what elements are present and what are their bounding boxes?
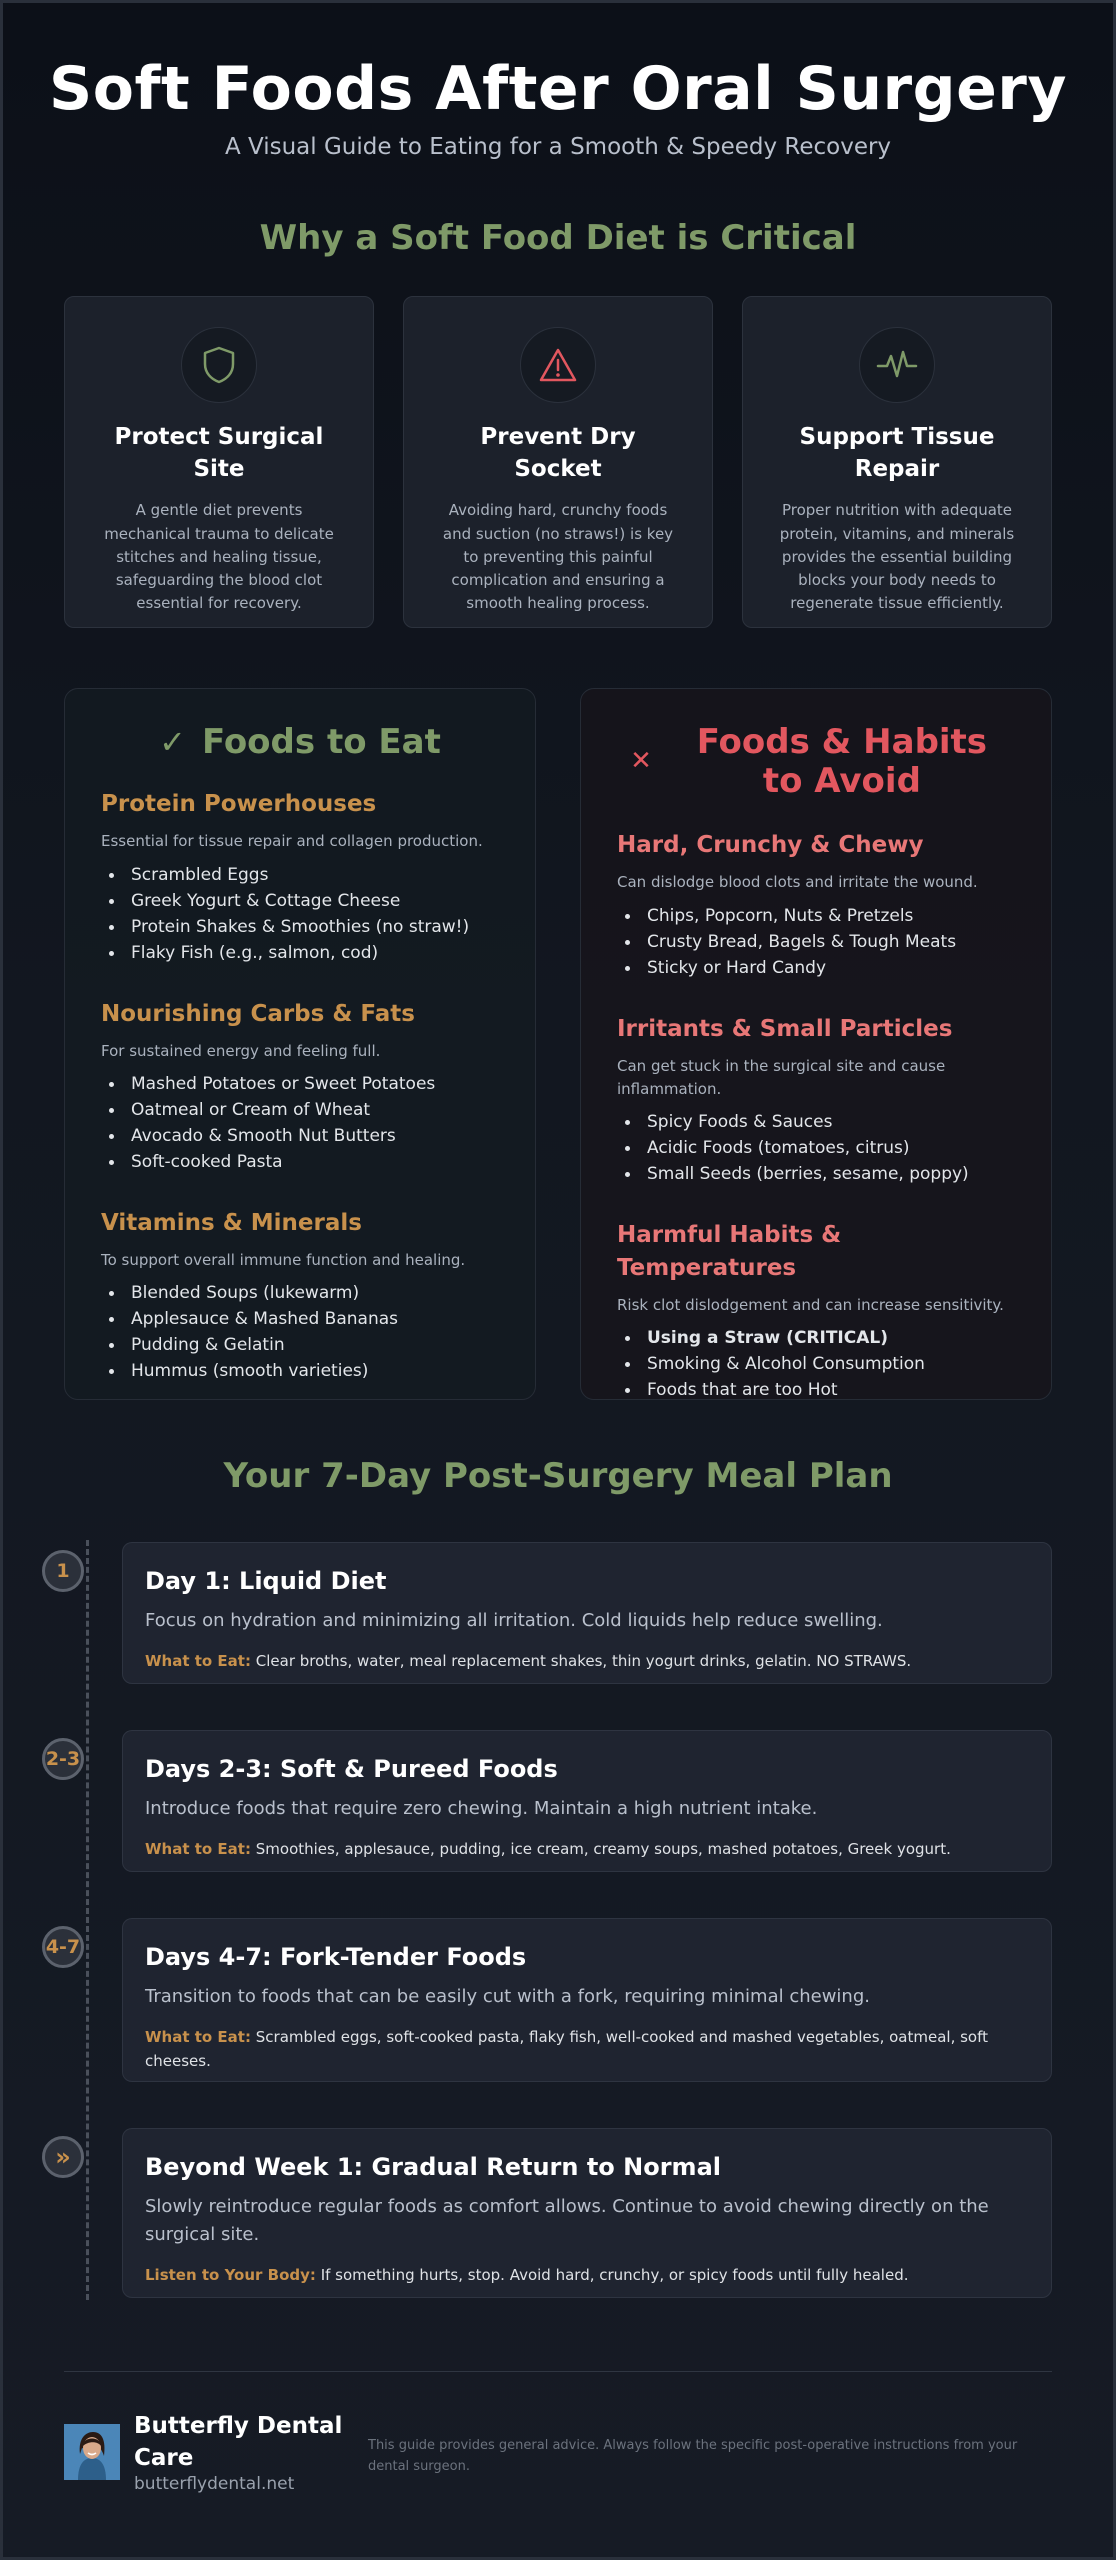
day-card [122,2128,1052,2298]
list-item: Scrambled Eggs [101,862,499,888]
foods-to-eat-panel [64,688,536,1400]
double-chevron-icon: » [42,2136,84,2178]
list-item: Greek Yogurt & Cottage Cheese [101,888,499,914]
brand-url: butterflydental.net [134,2474,295,2494]
list-item: Spicy Foods & Sauces [617,1109,1015,1135]
reason-card-protect [64,296,374,628]
food-group-desc: For sustained energy and feeling full. [101,1041,381,1060]
timeline-dot: 2-3 [42,1738,84,1780]
what-to-eat-label: What to Eat: [145,2027,251,2046]
list-item: Pudding & Gelatin [101,1332,499,1358]
day-desc: Slowly reintroduce regular foods as comfort allows. Continue to avoid chewing directly on the surgical site. [145,2196,989,2245]
day-desc: Introduce foods that require zero chewing. Maintain a high nutrient intake. [145,1798,818,1819]
day-title: Beyond Week 1: Gradual Return to Normal [145,2153,721,2181]
disclaimer: This guide provides general advice. Always follow the specific post-operative instructions from your dental surgeon. [368,2438,1018,2474]
list-item: Crusty Bread, Bagels & Tough Meats [617,929,1015,955]
list-item: Oatmeal or Cream of Wheat [101,1097,499,1123]
what-to-eat-label: What to Eat: [145,1839,251,1858]
avoid-list [617,1325,1015,1403]
avoid-group-desc: Can dislodge blood clots and irritate the wound. [617,873,978,892]
reason-text: Proper nutrition with adequate protein, vitamins, and minerals provides the essential building blocks your body needs to regenerate tissue efficiently. [779,501,1015,613]
what-to-eat-label: What to Eat: [145,1651,251,1670]
day-card [122,1730,1052,1872]
food-group-title: Nourishing Carbs & Fats [101,1000,415,1027]
list-item: Chips, Popcorn, Nuts & Pretzels [617,903,1015,929]
food-group-desc: Essential for tissue repair and collagen production. [101,832,483,851]
list-item: Using a Straw (CRITICAL) [617,1325,1015,1351]
what-to-eat-text: Scrambled eggs, soft-cooked pasta, flaky fish, well-cooked and mashed vegetables, oatmeal, soft cheeses. [145,2027,989,2070]
food-group-title: Vitamins & Minerals [101,1209,362,1236]
list-item: Protein Shakes & Smoothies (no straw!) [101,914,499,940]
panel-title: Foods & Habits to Avoid [696,722,988,802]
list-item: Smoking & Alcohol Consumption [617,1351,1015,1377]
timeline-line [86,1540,89,2300]
list-item: Avocado & Smooth Nut Butters [101,1123,499,1149]
listen-text: If something hurts, stop. Avoid hard, crunchy, or spicy foods until fully healed. [320,2265,909,2284]
avoid-group-title: Hard, Crunchy & Chewy [617,832,924,859]
food-group [101,998,499,1175]
meal-plan-heading: Your 7-Day Post-Surgery Meal Plan [223,1456,893,1496]
day-what [145,1837,1029,1861]
footer-divider [64,2371,1052,2372]
list-item: Hummus (smooth varieties) [101,1358,499,1384]
avoid-group-desc: Can get stuck in the surgical site and cause inflammation. [617,1056,946,1099]
day-title: Days 2-3: Soft & Pureed Foods [145,1755,558,1783]
food-list [101,862,499,966]
list-item: Small Seeds (berries, sesame, poppy) [617,1161,1015,1187]
day-card [122,1542,1052,1684]
day-desc: Transition to foods that can be easily cut with a fork, requiring minimal chewing. [145,1986,870,2007]
what-to-eat-text: Clear broths, water, meal replacement shakes, thin yogurt drinks, gelatin. NO STRAWS. [255,1651,912,1670]
reason-text: A gentle diet prevents mechanical trauma to delicate stitches and healing tissue, safeguarding the blood clot essential for recovery. [104,501,334,613]
reason-title: Protect Surgical Site [114,424,324,483]
food-list [101,1071,499,1175]
reason-text: Avoiding hard, crunchy foods and suction (no straws!) is key to preventing this painful complication and ensuring a smooth healing process. [442,501,674,613]
list-item: Acidic Foods (tomatoes, citrus) [617,1135,1015,1161]
food-group-desc: To support overall immune function and healing. [101,1251,466,1270]
list-item: Applesauce & Mashed Bananas [101,1306,499,1332]
page-subtitle: A Visual Guide to Eating for a Smooth & Speedy Recovery [224,134,892,160]
day-title: Days 4-7: Fork-Tender Foods [145,1943,527,1971]
pulse-icon [859,327,935,403]
food-group-title: Protein Powerhouses [101,791,377,818]
day-card [122,1918,1052,2082]
day-desc: Focus on hydration and minimizing all irritation. Cold liquids help reduce swelling. [145,1610,883,1631]
avoid-group [617,1013,1015,1188]
list-item: Blended Soups (lukewarm) [101,1280,499,1306]
list-item: Mashed Potatoes or Sweet Potatoes [101,1071,499,1097]
timeline-dot: 4-7 [42,1926,84,1968]
avoid-group [617,1219,1015,1403]
timeline-dot: 1 [42,1550,84,1592]
why-section-heading: Why a Soft Food Diet is Critical [259,218,857,258]
avatar [64,2424,120,2480]
checkmark-icon: ✓ [159,723,186,762]
food-group [101,788,499,965]
list-item: Flaky Fish (e.g., salmon, cod) [101,940,499,966]
food-group [101,1207,499,1384]
list-item: Soft-cooked Pasta [101,1149,499,1175]
food-list [101,1280,499,1384]
avoid-group-desc: Risk clot dislodgement and can increase sensitivity. [617,1295,1004,1314]
page-title: Soft Foods After Oral Surgery [49,54,1067,124]
day-what [145,2025,1029,2073]
brand-name: Butterfly Dental Care [134,2413,343,2472]
reason-title: Support Tissue Repair [799,424,995,483]
day-what [145,1649,1029,1673]
avoid-list [617,903,1015,981]
warning-triangle-icon [520,327,596,403]
reason-title: Prevent Dry Socket [480,424,636,483]
reason-card-tissue [742,296,1052,628]
listen-label: Listen to Your Body: [145,2265,316,2284]
foods-to-avoid-heading [617,723,1015,801]
avoid-group-title: Harmful Habits & Temperatures [617,1222,842,1281]
avoid-group-title: Irritants & Small Particles [617,1015,953,1042]
avoid-list [617,1109,1015,1187]
avoid-group [617,829,1015,980]
foods-to-avoid-panel [580,688,1052,1400]
day-what [145,2263,1029,2287]
reason-card-dry-socket [403,296,713,628]
panel-title: Foods to Eat [201,722,441,762]
what-to-eat-text: Smoothies, applesauce, pudding, ice cream, creamy soups, mashed potatoes, Greek yogurt. [255,1839,951,1858]
foods-to-eat-heading [101,723,499,762]
shield-icon [181,327,257,403]
day-title: Day 1: Liquid Diet [145,1567,387,1595]
list-item: Foods that are too Hot [617,1377,1015,1403]
list-item: Sticky or Hard Candy [617,955,1015,981]
cross-icon: ✕ [630,746,652,777]
